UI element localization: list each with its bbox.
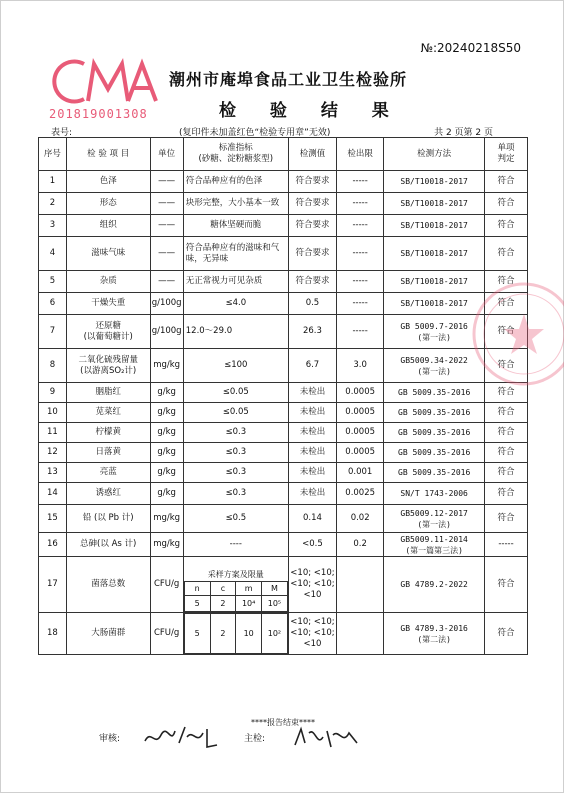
table-row (39, 483, 528, 505)
table-row (39, 271, 528, 293)
cell-result: 符合 (485, 349, 528, 383)
cell-item: 二氧化硫残留量 (以游离SO₂计) (66, 349, 150, 383)
document-number: №:20240218S50 (420, 41, 521, 55)
cell-limit: 0.0005 (337, 423, 384, 443)
cell-measured: 符合要求 (288, 215, 336, 237)
cell-seq: 16 (39, 533, 67, 557)
cell-seq: 1 (39, 171, 67, 193)
cell-unit: —— (150, 237, 183, 271)
cell-item: 滋味气味 (66, 237, 150, 271)
cell-result: 符合 (485, 237, 528, 271)
cell-limit: 0.0005 (337, 443, 384, 463)
cell-result: 符合 (485, 505, 528, 533)
cell-unit: mg/kg (150, 505, 183, 533)
sampling-col-c: c (210, 582, 236, 596)
cell-seq: 13 (39, 463, 67, 483)
cell-standard: 符合品种应有的色泽 (183, 171, 288, 193)
cell-limit: ----- (337, 215, 384, 237)
cell-limit: ----- (337, 237, 384, 271)
table-row (39, 423, 528, 443)
cell-method: SB/T10018-2017 (384, 293, 485, 315)
header-limit: 检出限 (337, 138, 384, 171)
header-seq: 序号 (39, 138, 67, 171)
cell-standard: ---- (183, 533, 288, 557)
table-row (39, 383, 528, 403)
table-row (39, 171, 528, 193)
cell-measured: 26.3 (288, 315, 336, 349)
cell-unit: mg/kg (150, 349, 183, 383)
cell-unit: —— (150, 193, 183, 215)
cell-item: 柠檬黄 (66, 423, 150, 443)
cell-unit: —— (150, 271, 183, 293)
form-label: 表号: (51, 128, 73, 138)
cell-method: SB/T10018-2017 (384, 193, 485, 215)
cell-seq: 15 (39, 505, 67, 533)
table-header-row (39, 138, 528, 171)
inspector-label: 主检: (244, 734, 266, 744)
cell-result: 符合 (485, 423, 528, 443)
cell-item: 日落黄 (66, 443, 150, 463)
header-unit: 单位 (150, 138, 183, 171)
report-end-mark: ****报告结束**** (251, 718, 315, 727)
cell-seq: 10 (39, 403, 67, 423)
table-row (39, 315, 528, 349)
cell-sampling-plan (183, 613, 288, 655)
cell-item: 干燥失重 (66, 293, 150, 315)
cell-unit: —— (150, 215, 183, 237)
cell-limit: 0.0005 (337, 383, 384, 403)
cell-method: SB/T10018-2017 (384, 215, 485, 237)
cell-seq: 3 (39, 215, 67, 237)
cell-result: 符合 (485, 171, 528, 193)
cma-logo (46, 54, 161, 109)
header-result: 单项 判定 (485, 138, 528, 171)
cell-method: GB5009.34-2022 (第一法) (384, 349, 485, 383)
cell-limit: 0.02 (337, 505, 384, 533)
cell-standard: 无正常视力可见杂质 (183, 271, 288, 293)
cell-result: 符合 (485, 463, 528, 483)
cell-method: GB 5009.35-2016 (384, 443, 485, 463)
cell-unit: g/kg (150, 463, 183, 483)
cell-limit: ----- (337, 315, 384, 349)
cell-standard: ≤0.3 (183, 443, 288, 463)
cell-seq: 7 (39, 315, 67, 349)
cell-unit: g/kg (150, 443, 183, 463)
cell-item: 大肠菌群 (66, 613, 150, 655)
table-row (39, 293, 528, 315)
cell-seq: 14 (39, 483, 67, 505)
sampling-value-m: 10⁴ (236, 596, 262, 612)
table-row (39, 613, 528, 655)
cell-measured: 未检出 (288, 483, 336, 505)
cell-item: 菌落总数 (66, 557, 150, 613)
cell-item: 色泽 (66, 171, 150, 193)
cell-sampling-plan (183, 557, 288, 613)
cell-method: GB 5009.35-2016 (384, 423, 485, 443)
reviewer-signature (141, 723, 221, 751)
cell-result: 符合 (485, 613, 528, 655)
copy-note: (复印件未加盖红色“检验专用章”无效) (179, 128, 331, 138)
cell-unit: mg/kg (150, 533, 183, 557)
cell-unit: g/kg (150, 403, 183, 423)
cell-standard: ≤0.5 (183, 505, 288, 533)
header-measured: 检测值 (288, 138, 336, 171)
cell-measured: 未检出 (288, 423, 336, 443)
cell-result: 符合 (485, 315, 528, 349)
cell-limit: 0.001 (337, 463, 384, 483)
cell-standard: ≤0.05 (183, 403, 288, 423)
sampling-col-m: m (236, 582, 262, 596)
cell-standard: ≤100 (183, 349, 288, 383)
cell-limit: 0.2 (337, 533, 384, 557)
cell-unit: —— (150, 171, 183, 193)
table-row (39, 237, 528, 271)
cell-method: GB 4789.3-2016 (第二法) (384, 613, 485, 655)
cell-result: 符合 (485, 293, 528, 315)
cell-standard: ≤0.3 (183, 483, 288, 505)
cell-limit: ----- (337, 171, 384, 193)
sampling-col-M: M (262, 582, 288, 596)
cell-unit: g/kg (150, 383, 183, 403)
cell-result: 符合 (485, 193, 528, 215)
table-row (39, 215, 528, 237)
cell-standard: 12.0～29.0 (183, 315, 288, 349)
page-count: 共 2 页第 2 页 (434, 128, 493, 138)
cell-item: 诱惑红 (66, 483, 150, 505)
sampling-plan-table (184, 613, 288, 654)
cell-method: GB 4789.2-2022 (384, 557, 485, 613)
table-row (39, 533, 528, 557)
cell-method: GB5009.12-2017 (第一法) (384, 505, 485, 533)
cell-unit: g/100g (150, 315, 183, 349)
cell-method: GB 5009.7-2016 (第一法) (384, 315, 485, 349)
cell-result: 符合 (485, 383, 528, 403)
table-row (39, 557, 528, 613)
cell-seq: 8 (39, 349, 67, 383)
cell-unit: CFU/g (150, 613, 183, 655)
cell-method: SB/T10018-2017 (384, 171, 485, 193)
cell-item: 亮蓝 (66, 463, 150, 483)
report-title: 检 验 结 果 (219, 101, 403, 121)
header-item: 检 验 项 目 (66, 138, 150, 171)
cell-method: SB/T10018-2017 (384, 237, 485, 271)
cell-item: 苋菜红 (66, 403, 150, 423)
header-standard: 标准指标 (砂糖、淀粉糖浆型) (183, 138, 288, 171)
cell-measured: 0.14 (288, 505, 336, 533)
cell-standard: 符合品种应有的滋味和气味，无异味 (183, 237, 288, 271)
cell-seq: 12 (39, 443, 67, 463)
cell-seq: 2 (39, 193, 67, 215)
cell-item: 胭脂红 (66, 383, 150, 403)
sampling-value-n: 5 (184, 596, 210, 612)
cell-item: 组织 (66, 215, 150, 237)
cell-measured: 符合要求 (288, 171, 336, 193)
table-row (39, 463, 528, 483)
cell-method: GB5009.11-2014 (第一篇第三法) (384, 533, 485, 557)
cell-item: 还原糖 (以葡萄糖计) (66, 315, 150, 349)
cell-unit: g/kg (150, 483, 183, 505)
cell-limit (337, 613, 384, 655)
cell-limit (337, 557, 384, 613)
org-name: 潮州市庵埠食品工业卫生检验所 (169, 70, 408, 89)
cell-item: 总砷(以 As 计) (66, 533, 150, 557)
sampling-value-c: 2 (210, 614, 236, 654)
cell-standard: ≤0.3 (183, 423, 288, 443)
cell-result: 符合 (485, 557, 528, 613)
cell-measured: <0.5 (288, 533, 336, 557)
cell-limit: ----- (337, 293, 384, 315)
cell-limit: 0.0025 (337, 483, 384, 505)
sampling-title: 采样方案及限量 (184, 568, 287, 582)
cell-unit: g/kg (150, 423, 183, 443)
cell-measured: 符合要求 (288, 237, 336, 271)
cell-seq: 17 (39, 557, 67, 613)
cell-seq: 6 (39, 293, 67, 315)
cell-measured: 符合要求 (288, 193, 336, 215)
reviewer-label: 审核: (99, 734, 121, 744)
cell-measured: 0.5 (288, 293, 336, 315)
cell-standard: ≤4.0 (183, 293, 288, 315)
sampling-value-n: 5 (184, 614, 210, 654)
cell-method: SN/T 1743-2006 (384, 483, 485, 505)
cell-unit: CFU/g (150, 557, 183, 613)
sampling-value-c: 2 (210, 596, 236, 612)
cell-standard: 糖体坚硬而脆 (183, 215, 288, 237)
cell-result: 符合 (485, 443, 528, 463)
cell-standard: 块形完整，大小基本一致 (183, 193, 288, 215)
table-row (39, 505, 528, 533)
official-stamp (469, 279, 564, 389)
header-method: 检测方法 (384, 138, 485, 171)
sampling-value-m: 10 (236, 614, 262, 654)
table-row (39, 349, 528, 383)
cert-number: 201819001308 (49, 107, 148, 121)
cell-limit: ----- (337, 271, 384, 293)
cell-result: 符合 (485, 271, 528, 293)
cell-measured: 未检出 (288, 383, 336, 403)
cell-limit: 3.0 (337, 349, 384, 383)
cell-result: 符合 (485, 483, 528, 505)
cell-limit: ----- (337, 193, 384, 215)
inspector-signature (291, 723, 361, 751)
cell-seq: 11 (39, 423, 67, 443)
table-row (39, 443, 528, 463)
cell-item: 形态 (66, 193, 150, 215)
cell-unit: g/100g (150, 293, 183, 315)
cell-measured: 未检出 (288, 443, 336, 463)
cell-method: SB/T10018-2017 (384, 271, 485, 293)
cell-result: ----- (485, 533, 528, 557)
cell-measured: 6.7 (288, 349, 336, 383)
sampling-col-n: n (184, 582, 210, 596)
cell-seq: 5 (39, 271, 67, 293)
cell-method: GB 5009.35-2016 (384, 383, 485, 403)
results-table (38, 137, 528, 655)
cell-result: 符合 (485, 215, 528, 237)
cell-seq: 9 (39, 383, 67, 403)
cell-measured: <10; <10; <10; <10; <10 (288, 557, 336, 613)
cell-limit: 0.0005 (337, 403, 384, 423)
cell-measured: 未检出 (288, 463, 336, 483)
cell-item: 杂质 (66, 271, 150, 293)
sampling-value-M: 10⁵ (262, 596, 288, 612)
cell-standard: ≤0.3 (183, 463, 288, 483)
cell-seq: 18 (39, 613, 67, 655)
cell-result: 符合 (485, 403, 528, 423)
cell-measured: <10; <10; <10; <10; <10 (288, 613, 336, 655)
cell-measured: 未检出 (288, 403, 336, 423)
sampling-value-M: 10² (262, 614, 288, 654)
cell-method: GB 5009.35-2016 (384, 463, 485, 483)
sampling-plan-table (184, 568, 288, 612)
table-row (39, 403, 528, 423)
cell-measured: 符合要求 (288, 271, 336, 293)
cell-standard: ≤0.05 (183, 383, 288, 403)
cell-method: GB 5009.35-2016 (384, 403, 485, 423)
cell-item: 铅 (以 Pb 计) (66, 505, 150, 533)
cell-seq: 4 (39, 237, 67, 271)
table-row (39, 193, 528, 215)
